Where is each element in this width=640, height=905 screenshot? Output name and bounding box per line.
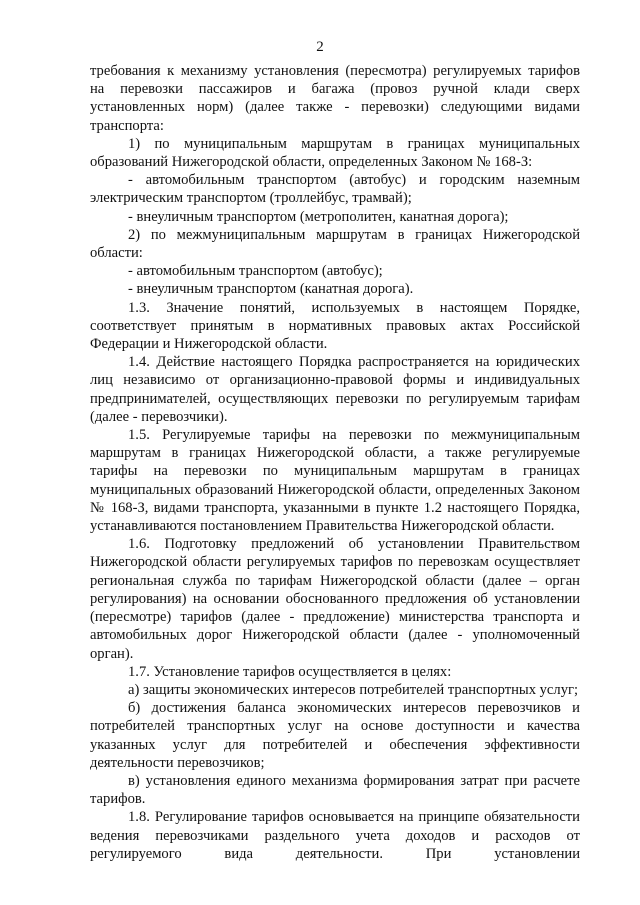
clause-1-4: 1.4. Действие настоящего Порядка распространяется на юридических лиц независимо от организационно-правовой формы и индивидуальных предпринимателей, осуществляющих перевозки по регулируемым тарифам (далее - перевозчики).: [90, 354, 580, 425]
clause-1-7-item-a: а) защиты экономических интересов потребителей транспортных услуг;: [128, 681, 579, 698]
clause-1-7: 1.7. Установление тарифов осуществляется в целях:: [128, 663, 452, 680]
clause-1-7-item-c: в) установления единого механизма формирования затрат при расчете тарифов.: [90, 772, 580, 808]
list-item-intermunicipal-offstreet: - внеуличным транспортом (канатная дорога).: [128, 281, 414, 298]
clause-1-6: 1.6. Подготовку предложений об установлении Правительством Нижегородской области регулируемых тарифов по перевозкам осуществляет региональная служба по тарифам Нижегородской области (далее – орган регулирования) на основании обоснованного предложения об установлении (пересмотре) тарифов (далее - предложение) министерства транспорта и автомобильных дорог Нижегородской области (далее - уполномоченный орган).: [90, 536, 580, 662]
page-number: 2: [316, 39, 324, 55]
list-item-intermunicipal-auto: - автомобильным транспортом (автобус);: [128, 263, 383, 280]
list-item-municipal-offstreet: - внеуличным транспортом (метрополитен, канатная дорога);: [128, 208, 509, 225]
document-body: [90, 62, 580, 863]
clause-1-7-item-b: б) достижения баланса экономических интересов перевозчиков и потребителей транспортных услуг на основе доступности и качества указанных услуг для потребителей и обеспечения эффективности деятельности перевозчиков;: [90, 700, 580, 771]
clause-1-5: 1.5. Регулируемые тарифы на перевозки по межмуниципальным маршрутам в границах Нижегородской области, а также регулируемые тарифы на перевозки по муниципальным маршрутам в границах муниципальных образований Нижегородской области, определенных Законом № 168-З, видами транспорта, указанными в пункте 1.2 настоящего Порядка, устанавливаются постановлением Правительства Нижегородской области.: [90, 427, 580, 535]
paragraph-municipal-routes: 1) по муниципальным маршрутам в границах муниципальных образований Нижегородской области, определенных Законом № 168-З:: [90, 135, 580, 171]
paragraph-intro-continuation: требования к механизму установления (пересмотра) регулируемых тарифов на перевозки пассажиров и багажа (провоз ручной клади сверх установленных норм) (далее также - перевозки) следующими видами транспорта:: [90, 63, 580, 134]
paragraph-intermunicipal-routes: 2) по межмуниципальным маршрутам в границах Нижегородской области:: [90, 226, 580, 262]
list-item-municipal-auto-electric: - автомобильным транспортом (автобус) и городским наземным электрическим транспортом (троллейбус, трамвай);: [90, 172, 580, 207]
clause-1-3: 1.3. Значение понятий, используемых в настоящем Порядке, соответствует принятым в нормативных правовых актах Российской Федерации и Нижегородской области.: [90, 299, 580, 353]
clause-1-8: 1.8. Регулирование тарифов основывается на принципе обязательности ведения перевозчиками раздельного учета доходов и расходов от регулируемого вида деятельности. При установлении: [90, 809, 580, 862]
